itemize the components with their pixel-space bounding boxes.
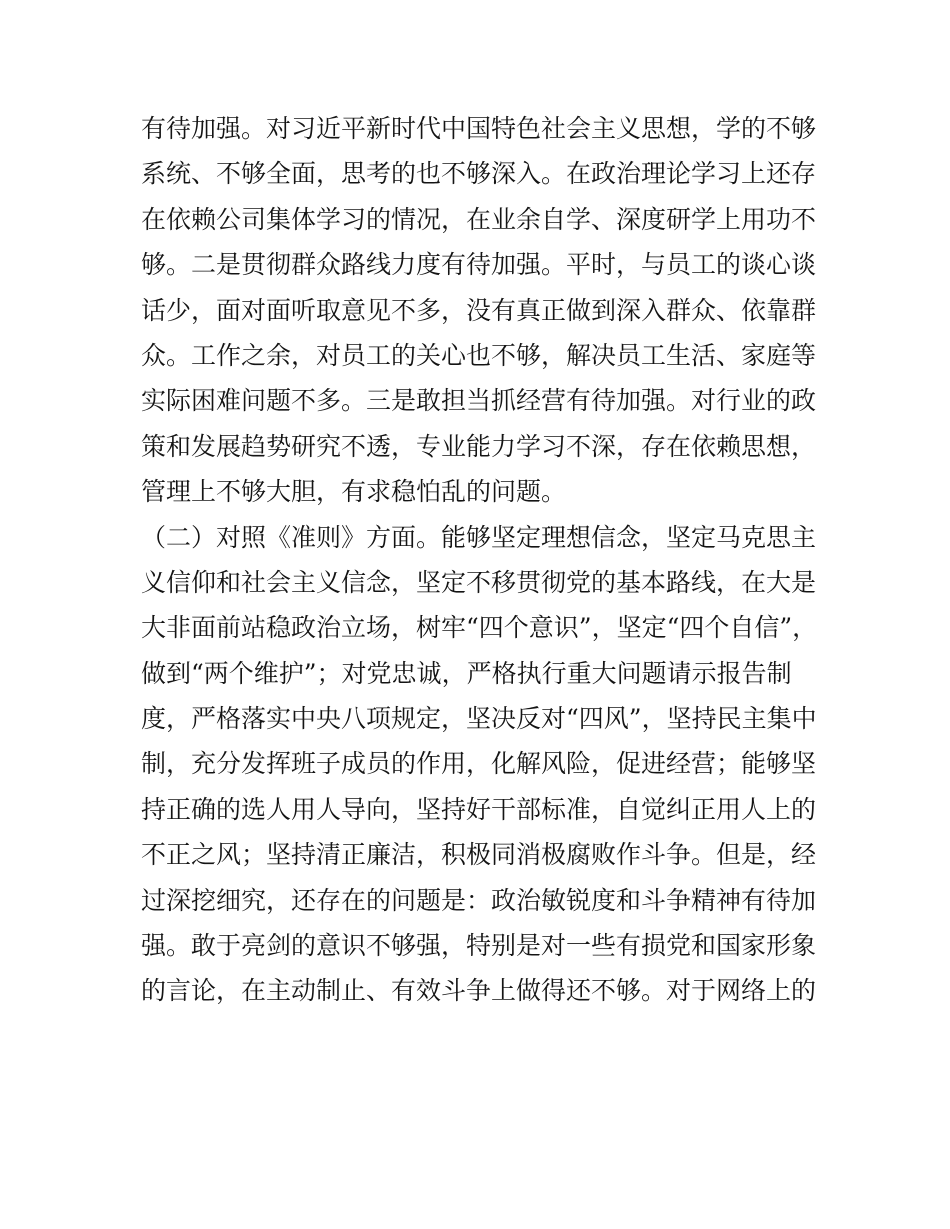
text-line: 够。二是贯彻群众路线力度有待加强。平时，与员工的谈心谈 bbox=[141, 250, 817, 280]
text-line: 的言论，在主动制止、有效斗争上做得还不够。对于网络上的 bbox=[141, 976, 817, 1006]
text-line: 不正之风；坚持清正廉洁，积极同消极腐败作斗争。但是，经 bbox=[141, 840, 817, 870]
text-line: 制，充分发挥班子成员的作用，化解风险，促进经营；能够坚 bbox=[141, 749, 817, 779]
text-line: 管理上不够大胆，有求稳怕乱的问题。 bbox=[141, 477, 567, 507]
text-line: 义信仰和社会主义信念，坚定不移贯彻党的基本路线，在大是 bbox=[141, 567, 817, 597]
text-line: 度，严格落实中央八项规定，坚决反对“四风”，坚持民主集中 bbox=[141, 704, 817, 734]
text-line: 有待加强。对习近平新时代中国特色社会主义思想，学的不够 bbox=[141, 114, 817, 143]
text-line: 过深挖细究，还存在的问题是：政治敏锐度和斗争精神有待加 bbox=[141, 885, 817, 915]
text-line: 策和发展趋势研究不透，专业能力学习不深，存在依赖思想， bbox=[141, 431, 817, 461]
text-line: 众。工作之余，对员工的关心也不够，解决员工生活、家庭等 bbox=[141, 340, 817, 370]
text-line: 做到“两个维护”；对党忠诚，严格执行重大问题请示报告制 bbox=[141, 658, 792, 688]
body-text bbox=[141, 106, 821, 1014]
text-line: 持正确的选人用人导向，坚持好干部标准，自觉纠正用人上的 bbox=[141, 794, 817, 824]
text-line: 实际困难问题不多。三是敢担当抓经营有待加强。对行业的政 bbox=[141, 386, 817, 416]
text-line: 在依赖公司集体学习的情况，在业余自学、深度研学上用功不 bbox=[141, 204, 817, 234]
text-line: 强。敢于亮剑的意识不够强，特别是对一些有损党和国家形象 bbox=[141, 931, 817, 961]
text-line: 大非面前站稳政治立场，树牢“四个意识”，坚定“四个自信”， bbox=[141, 613, 818, 643]
section-heading-line: （二）对照《准则》方面。能够坚定理想信念，坚定马克思主 bbox=[141, 522, 817, 552]
text-line: 话少，面对面听取意见不多，没有真正做到深入群众、依靠群 bbox=[141, 295, 817, 325]
text-line: 系统、不够全面，思考的也不够深入。在政治理论学习上还存 bbox=[141, 159, 817, 189]
